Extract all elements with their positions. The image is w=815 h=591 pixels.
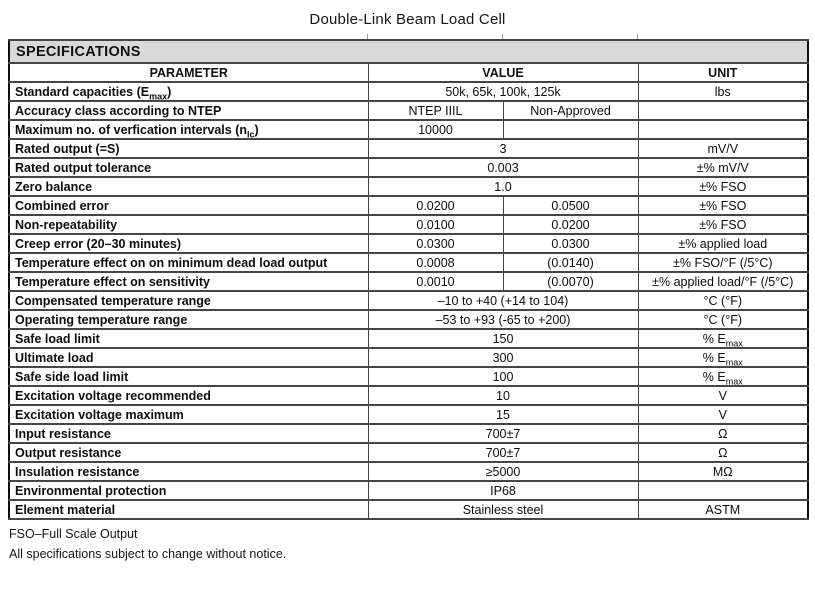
spec-row	[9, 272, 808, 291]
spec-row	[9, 101, 808, 120]
value-cell-left: 0.0010	[368, 272, 503, 291]
param-cell: Combined error	[9, 196, 368, 215]
param-cell: Operating temperature range	[9, 310, 368, 329]
value-cell-right: 0.0200	[503, 215, 638, 234]
param-cell: Temperature effect on on minimum dead load output	[9, 253, 368, 272]
value-cell-left: 0.0200	[368, 196, 503, 215]
value-cell-left: 0.0008	[368, 253, 503, 272]
value-cell: –10 to +40 (+14 to 104)	[368, 291, 638, 310]
spec-row	[9, 158, 808, 177]
border-stub	[502, 34, 503, 39]
value-cell: 700±7	[368, 424, 638, 443]
page-title: Double-Link Beam Load Cell	[309, 11, 506, 28]
unit-cell: ±% FSO	[638, 196, 808, 215]
param-cell: Excitation voltage maximum	[9, 405, 368, 424]
param-cell: Non-repeatability	[9, 215, 368, 234]
unit-cell: °C (°F)	[638, 310, 808, 329]
spec-row	[9, 139, 808, 158]
value-cell: 150	[368, 329, 638, 348]
unit-cell	[638, 101, 808, 120]
value-cell: IP68	[368, 481, 638, 500]
spec-row	[9, 367, 808, 386]
section-header: SPECIFICATIONS	[9, 40, 808, 63]
value-cell-left: 10000	[368, 120, 503, 139]
border-stub	[367, 34, 368, 39]
unit-cell: lbs	[638, 82, 808, 101]
column-header-parameter: PARAMETER	[9, 63, 368, 82]
unit-cell: Ω	[638, 424, 808, 443]
column-header-unit: UNIT	[638, 63, 808, 82]
param-cell: Rated output tolerance	[9, 158, 368, 177]
spec-row	[9, 424, 808, 443]
spec-row	[9, 443, 808, 462]
unit-cell: V	[638, 386, 808, 405]
unit-cell: ±% FSO/°F (/5°C)	[638, 253, 808, 272]
param-cell: Safe load limit	[9, 329, 368, 348]
value-cell: ≥5000	[368, 462, 638, 481]
value-cell: 100	[368, 367, 638, 386]
value-cell: 10	[368, 386, 638, 405]
param-cell: Standard capacities $(E_{max})$	[9, 82, 368, 101]
spec-row	[9, 481, 808, 500]
value-cell: 50k, 65k, 100k, 125k	[368, 82, 638, 101]
spec-row	[9, 500, 808, 519]
param-cell: Compensated temperature range	[9, 291, 368, 310]
unit-cell	[638, 120, 808, 139]
unit-cell: °C (°F)	[638, 291, 808, 310]
spec-row	[9, 196, 808, 215]
value-cell-right	[503, 120, 638, 139]
value-cell-left: NTEP IIIL	[368, 101, 503, 120]
spec-row	[9, 329, 808, 348]
spec-row	[9, 462, 808, 481]
unit-cell: % $E_{max}$	[638, 367, 808, 386]
param-cell: Safe side load limit	[9, 367, 368, 386]
unit-cell: ASTM	[638, 500, 808, 519]
param-cell: Insulation resistance	[9, 462, 368, 481]
column-header-value: VALUE	[368, 63, 638, 82]
value-cell: –53 to +93 (-65 to +200)	[368, 310, 638, 329]
param-cell: Zero balance	[9, 177, 368, 196]
unit-cell: MΩ	[638, 462, 808, 481]
column-header-row	[9, 63, 808, 82]
section-header-row	[9, 40, 808, 63]
value-cell: 700±7	[368, 443, 638, 462]
unit-cell: ±% FSO	[638, 215, 808, 234]
spec-row	[9, 291, 808, 310]
value-cell: 1.0	[368, 177, 638, 196]
spec-row	[9, 177, 808, 196]
param-cell: Output resistance	[9, 443, 368, 462]
spec-row	[9, 234, 808, 253]
spec-row	[9, 120, 808, 139]
value-cell: 0.003	[368, 158, 638, 177]
border-stub	[637, 34, 638, 39]
value-cell-right: 0.0300	[503, 234, 638, 253]
spec-row	[9, 215, 808, 234]
unit-cell: mV/V	[638, 139, 808, 158]
param-cell: Maximum no. of verfication intervals $(n_{lc})$	[9, 120, 368, 139]
spec-row	[9, 405, 808, 424]
spec-row	[9, 310, 808, 329]
unit-cell: ±% FSO	[638, 177, 808, 196]
spec-row	[9, 386, 808, 405]
value-cell-right: (0.0070)	[503, 272, 638, 291]
param-cell: Rated output (=S)	[9, 139, 368, 158]
unit-cell: ±% applied load/°F (/5°C)	[638, 272, 808, 291]
footnote-disclaimer: All specifications subject to change without notice.	[9, 547, 287, 561]
unit-cell: % $E_{max}$	[638, 329, 808, 348]
param-cell: Temperature effect on sensitivity	[9, 272, 368, 291]
param-cell: Input resistance	[9, 424, 368, 443]
value-cell-right: 0.0500	[503, 196, 638, 215]
spec-row	[9, 253, 808, 272]
value-cell: 300	[368, 348, 638, 367]
value-cell-left: 0.0100	[368, 215, 503, 234]
spec-row	[9, 348, 808, 367]
unit-cell: Ω	[638, 443, 808, 462]
unit-cell: ±% applied load	[638, 234, 808, 253]
param-cell: Ultimate load	[9, 348, 368, 367]
param-cell: Excitation voltage recommended	[9, 386, 368, 405]
value-cell-right: (0.0140)	[503, 253, 638, 272]
unit-cell: % $E_{max}$	[638, 348, 808, 367]
footnote-fso: FSO–Full Scale Output	[9, 527, 138, 541]
footnotes	[9, 527, 815, 561]
value-cell: 15	[368, 405, 638, 424]
unit-cell: ±% mV/V	[638, 158, 808, 177]
unit-cell	[638, 481, 808, 500]
value-cell-left: 0.0300	[368, 234, 503, 253]
unit-cell: V	[638, 405, 808, 424]
param-cell: Creep error (20–30 minutes)	[9, 234, 368, 253]
value-cell: Stainless steel	[368, 500, 638, 519]
param-cell: Accuracy class according to NTEP	[9, 101, 368, 120]
value-cell-right: Non-Approved	[503, 101, 638, 120]
value-cell: 3	[368, 139, 638, 158]
param-cell: Environmental protection	[9, 481, 368, 500]
specifications-table	[8, 39, 809, 520]
spec-row	[9, 82, 808, 101]
table-top-border-stubs	[8, 34, 807, 39]
param-cell: Element material	[9, 500, 368, 519]
